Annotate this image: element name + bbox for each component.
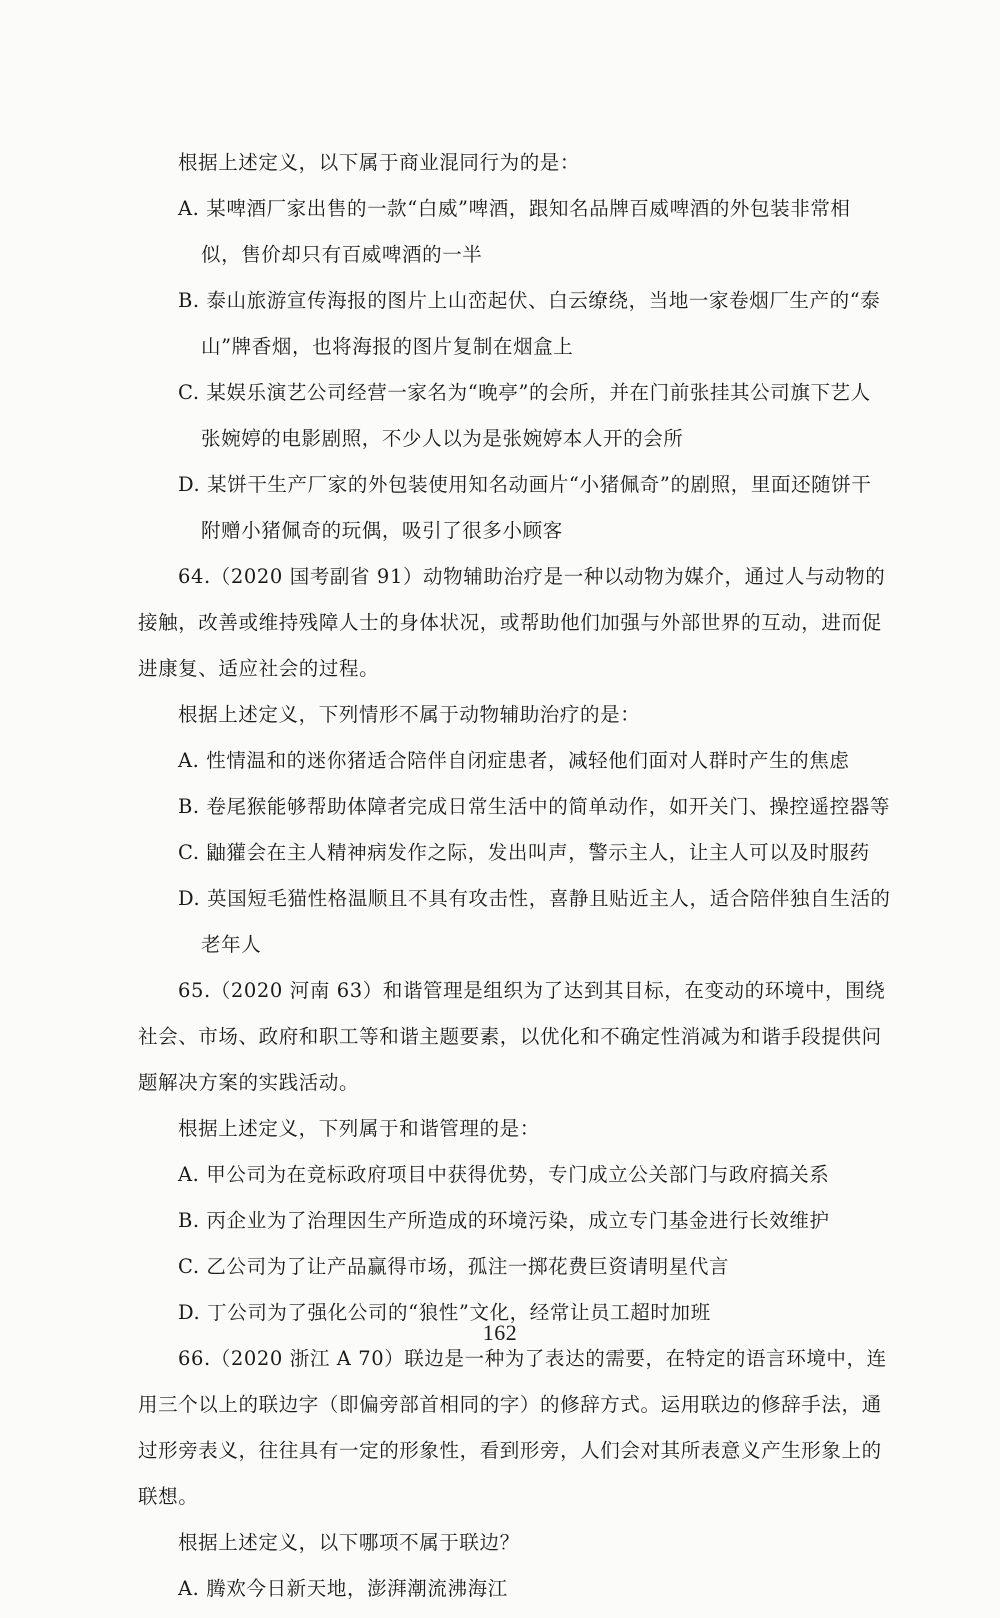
line-gap [138,1146,883,1158]
line-gap [138,1284,883,1296]
text-line: 66.（2020 浙江 A 70）联边是一种为了表达的需要，在特定的语言环境中，连 [178,1347,887,1370]
text-line: 进康复、适应社会的过程。 [138,657,380,680]
line-gap [138,1422,883,1434]
line-gap [138,916,883,928]
line-gap [138,502,883,514]
line-gap [138,1514,883,1526]
line-gap [138,1238,883,1250]
line-gap [138,180,883,192]
line-gap [138,778,883,790]
text-line: 过形旁表义，往往具有一定的形象性，看到形旁，人们会对其所表意义产生形象上的 [138,1439,882,1462]
line-gap [138,548,883,560]
text-line: D. 某饼干生产厂家的外包装使用知名动画片“小猪佩奇”的剧照，里面还随饼干 [178,473,872,496]
text-line: 根据上述定义，以下哪项不属于联边？ [178,1531,520,1554]
line-gap [138,1192,883,1204]
text-line: A. 性情温和的迷你猪适合陪伴自闭症患者，减轻他们面对人群时产生的焦虑 [178,749,850,772]
line-gap [138,1606,883,1618]
line-gap [138,1468,883,1480]
line-gap [138,364,883,376]
text-line: A. 腾欢今日新天地，澎湃潮流沸海江 [178,1577,508,1600]
line-gap [138,686,883,698]
line-gap [138,732,883,744]
text-line: 题解决方案的实践活动。 [138,1071,360,1094]
text-line: 65.（2020 河南 63）和谐管理是组织为了达到其目标，在变动的环境中，围绕 [178,979,886,1002]
text-line: 根据上述定义，以下属于商业混同行为的是： [178,151,581,174]
line-gap [138,1054,883,1066]
text-line: B. 丙企业为了治理因生产所造成的环境污染，成立专门基金进行长效维护 [178,1209,830,1232]
line-gap [138,640,883,652]
line-gap [138,962,883,974]
text-line: B. 泰山旅游宣传海报的图片上山峦起伏、白云缭绕，当地一家卷烟厂生产的“泰 [178,289,881,312]
text-column [138,146,891,1618]
line-gap [138,456,883,468]
text-line: A. 甲公司为在竞标政府项目中获得优势，专门成立公关部门与政府搞关系 [178,1163,830,1186]
text-line: D. 丁公司为了强化公司的“狼性”文化，经常让员工超时加班 [178,1301,711,1324]
text-line: C. 乙公司为了让产品赢得市场，孤注一掷花费巨资请明星代言 [178,1255,730,1278]
text-line: 根据上述定义，下列属于和谐管理的是： [178,1117,540,1140]
text-line: 联想。 [138,1485,199,1508]
text-line: 附赠小猪佩奇的玩偶，吸引了很多小顾客 [201,519,563,542]
line-gap [138,1008,883,1020]
line-gap [138,410,883,422]
text-line: 社会、市场、政府和职工等和谐主题要素，以优化和不确定性消减为和谐手段提供问 [138,1025,882,1048]
text-line: D. 英国短毛猫性格温顺且不具有攻击性，喜静且贴近主人，适合陪伴独自生活的 [178,887,891,910]
line-gap [138,1376,883,1388]
text-line: 接触，改善或维持残障人士的身体状况，或帮助他们加强与外部世界的互动，进而促 [138,611,882,634]
line-gap [138,226,883,238]
text-line: B. 卷尾猴能够帮助体障者完成日常生活中的简单动作，如开关门、操控遥控器等 [178,795,890,818]
text-line: C. 鼬獾会在主人精神病发作之际，发出叫声，警示主人，让主人可以及时服药 [178,841,870,864]
line-gap [138,1100,883,1112]
text-line: 似，售价却只有百威啤酒的一半 [201,243,483,266]
line-gap [138,318,883,330]
line-gap [138,272,883,284]
line-gap [138,870,883,882]
text-line: 64.（2020 国考副省 91）动物辅助治疗是一种以动物为媒介，通过人与动物的 [178,565,886,588]
text-line: 山”牌香烟，也将海报的图片复制在烟盒上 [201,335,574,358]
text-line: 张婉婷的电影剧照，不少人以为是张婉婷本人开的会所 [201,427,684,450]
line-gap [138,1560,883,1572]
page-number: 162 [482,1320,518,1345]
page-body [138,146,891,1618]
text-line: A. 某啤酒厂家出售的一款“白威”啤酒，跟知名品牌百威啤酒的外包装非常相 [178,197,851,220]
text-line: 用三个以上的联边字（即偏旁部首相同的字）的修辞方式。运用联边的修辞手法，通 [138,1393,882,1416]
text-line: 老年人 [201,933,262,956]
line-gap [138,824,883,836]
text-line: C. 某娱乐演艺公司经营一家名为“晚亭”的会所，并在门前张挂其公司旗下艺人 [178,381,871,404]
line-gap [138,594,883,606]
text-line: 根据上述定义，下列情形不属于动物辅助治疗的是： [178,703,641,726]
